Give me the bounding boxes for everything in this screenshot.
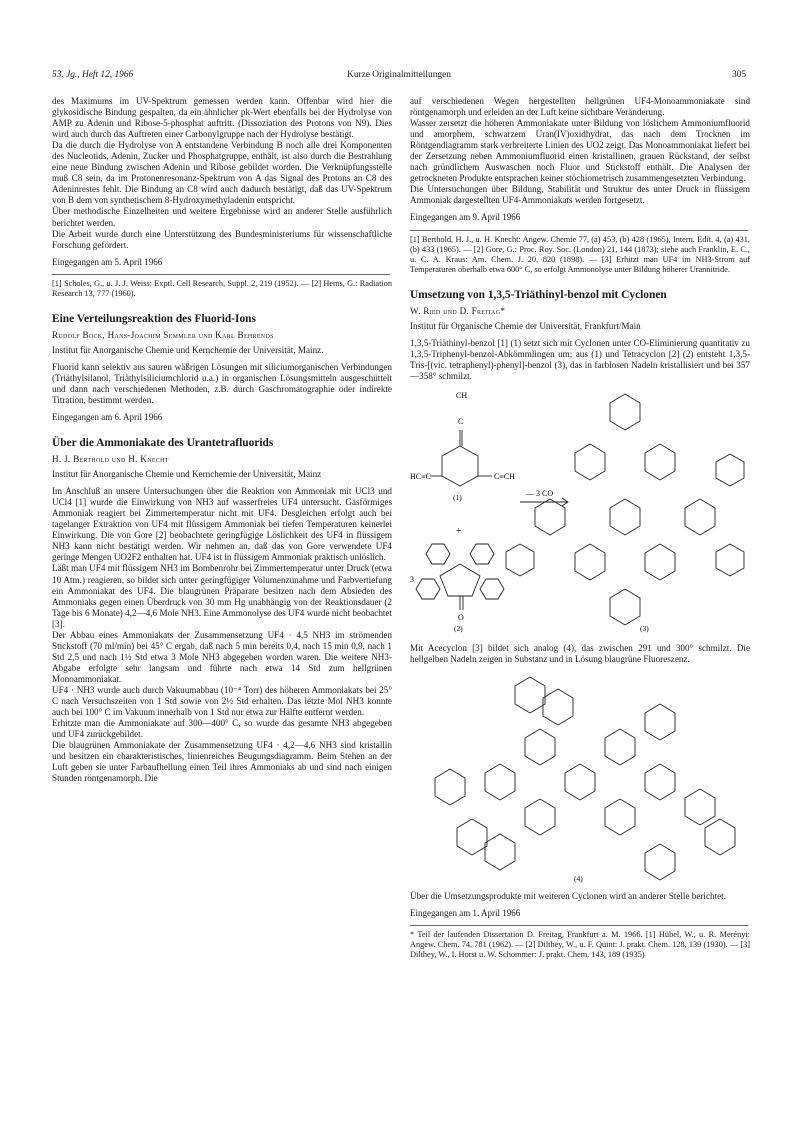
received-date: Eingegangen am 9. April 1966 <box>410 212 521 223</box>
paragraph: Im Anschluß an unsere Untersuchungen über die Reaktion von Ammoniak mit UCl3 und UCl4 [1] wurde die Einwirkung von NH3 auf wasserfreies UF4 untersucht. Gasförmiges Ammoniak reagiert bei Zimmertemperatur nicht mit UF4. Desgleichen erfolgt auch bei tagelanger Extraktion von UF4 mit flüssigem Ammoniak bei tiefen Temperaturen keinerlei Einwirkung. Die von Gore [2] beobachtete geringfügige Löslichkeit des UF4 in flüssigem NH3 kann nicht bestätigt werden. Wir nehmen an, daß das von Gore verwendete UF4 geringe Mengen UO2F2 enthalten hat. UF4 ist in flüssigem Ammoniak praktisch unlöslich. <box>52 486 392 563</box>
label-3: (3) <box>640 623 649 633</box>
paragraph: Über die Umsetzungsprodukte mit weiteren Cyclonen wird an anderer Stelle berichtet. <box>410 890 726 901</box>
right-column <box>410 96 750 960</box>
paragraph: Der Abbau eines Ammoniakats der Zusammensetzung UF4 · 4,5 NH3 im strömenden Stickstoff (70 ml/min) bei 45° C ergab, daß nach 5 min bereits 0,4, nach 15 min 0,9, nach 1 Std 2,5 und nach 1½ Std etwa 3 Mole NH3 abgegeben worden waren. Die weitere NH3-Abgabe erfolgte sehr langsam und führte nach etwa 14 Std zum hellgrünen Monoammoniakat. <box>52 629 392 684</box>
label-three: 3 <box>410 574 414 584</box>
article-institution: Institut für Organische Chemie der Universität, Frankfurt/Main <box>410 320 641 331</box>
references: * Teil der laufenden Dissertation D. Freitag, Frankfurt a. M. 1966. [1] Hübel, W., u. R. Merényi: Angew. Chem. 74, 781 (1962). — [2] Dilthey, W., u. F. Quint: J. prakt. Chem. 128, 139 (1930). — [3] Dilthey, W., I. Horst u. W. Schommer: J. prakt. Chem. 143, 189 (1935) <box>410 930 750 960</box>
divider <box>410 925 748 926</box>
label-hc: HC≡C <box>410 471 431 481</box>
divider <box>410 230 748 231</box>
compound-4-structure <box>435 677 735 880</box>
compound-4-figure <box>410 669 750 884</box>
references: [1] Berthold, H. J., u. H. Knecht: Angew. Chemie 77, (a) 453, (b) 428 (1965), Intern. Edit. 4, (a) 431, (b) 433 (1965). — [2] Gore, G.: Proc. Roy. Soc. (London) 21, 144 (1873); siehe auch Franklin, E. C., u. C. A. Kraus: Am. Chem. J. 20, 820 (1898). — [3] Erhitzt man UF4 im NH3-Strom auf Temperaturen oberhalb etwa 600° C, so erfolgt Ammonolyse unter Bildung höherer Urannitride. <box>410 234 750 274</box>
label-minus-3co: — 3 CO <box>526 488 554 498</box>
label-1: (1) <box>453 492 462 502</box>
benzene-ring-1 <box>442 446 478 486</box>
paragraph: Läßt man UF4 mit flüssigem NH3 im Bombenrohr bei Zimmertemperatur unter Druck (etwa 10 Atm.) reagieren, so bildet sich unter geringfügiger Volumenzunahme und Farbvertiefung ein Ammoniakat des UF4. Die blaugrünen Präparate besitzen nach dem Absieden des Ammoniaks gegen einen Überdruck von 30 mm Hg unabhängig von der Reaktionsdauer (2 Tage bis 6 Monate) 4,2—4,6 Mole NH3. Eine Ammonolyse des UF4 wurde nicht beobachtet [3]. <box>52 563 392 629</box>
article-institution: Institut für Anorganische Chemie und Kernchemie der Universität, Mainz. <box>52 344 324 355</box>
paragraph: Erhitzte man die Ammoniakate auf 300—400° C, so wurde das gesamte NH3 abgegeben und UF4 zurückgebildet. <box>52 718 392 740</box>
article-title: Eine Verteilungsreaktion des Fluorid-Ions <box>52 312 256 325</box>
label-ch: CH <box>456 390 468 400</box>
left-column <box>52 96 392 784</box>
references: [1] Scholes, G., u. J. J. Weiss: Exptl. Cell Research, Suppl. 2, 219 (1952). — [2] Hems, G.: Radiation Research 13, 777 (1960). <box>52 278 392 298</box>
paragraph: Die blaugrünen Ammoniakate der Zusammensetzung UF4 · 4,2—4,6 NH3 sind kristallin und besitzen ein charakteristisches, linienreiches Beugungsdiagramm. Beim Stehen an der Luft geben sie unter Farbaufhellung einen Teil ihres Ammoniaks ab und sind nach einigen Stunden röntgenamorph. Die <box>52 740 392 784</box>
article-authors: W. Ried und D. Freitag* <box>410 305 506 316</box>
product-3-structure <box>506 394 744 625</box>
paragraph: Fluorid kann selektiv aus sauren wäßrigen Lösungen mit siliciumorganischen Verbindungen (Triäthylsilanol, Triäthylsiliciumchlorid u.a.) in organischen Lösungsmitteln ausgeschüttelt und dann nach verschiedenen Methoden, z.B. durch Gaschromatographie oder indirekte Titration, bestimmt werden. <box>52 361 392 405</box>
received-date: Eingegangen am 5. April 1966 <box>52 256 163 267</box>
paragraph: Über methodische Einzelheiten und weitere Ergebnisse wird an anderer Stelle ausführlich berichtet werden. <box>52 206 392 228</box>
label-2: (2) <box>454 623 463 633</box>
received-date: Eingegangen am 1. April 1966 <box>410 908 521 919</box>
page-number: 305 <box>731 70 746 80</box>
reaction-scheme-figure <box>410 384 750 634</box>
article-authors: H. J. Berthold und H. Knecht <box>52 454 169 465</box>
paragraph: Wasser zersetzt die höheren Ammoniakate unter Bildung von löslichem Ammoniumfluorid und amorphem, schwarzem Uran(IV)oxidhydrat, das nach dem Trocknen im Röntgendiagramm stark verbreiterte Linien des UO2 zeigt. Das Monoammoniakat liefert bei der Zersetzung neben Ammoniumfluorid einen kristallinen, grauen Rückstand, der selbst nach gründlichem Auswaschen noch Fluor und Stickstoff enthält. Die Analysen der getrockneten Produkte entsprachen keiner stöchiometrisch zusammengesetzten Verbindung. <box>410 118 750 184</box>
paragraph: UF4 · NH3 wurde auch durch Vakuumabbau (10⁻⁴ Torr) des höheren Ammoniakats bei 25° C nach Versuchszeiten von 1 Std sowie von 2½ Std erhalten. Das letzte Mol NH3 konnte auch bei 100° C im Vakuum innerhalb von 1 Std nur etwa zur Hälfte entfernt werden. <box>52 684 392 718</box>
label-cch: C≡CH <box>494 471 515 481</box>
paragraph: Die Untersuchungen über Bildung, Stabilität und Struktur des unter Druck in flüssigem Ammoniak dargestellten UF4-Ammoniakats werden fortgesetzt. <box>410 184 750 206</box>
article-title: Über die Ammoniakate des Urantetrafluorids <box>52 437 274 450</box>
article-institution: Institut für Anorganische Chemie und Kernchemie der Universität, Mainz <box>52 469 322 480</box>
article-authors: Rudolf Bock, Hans-Joachim Semmler und Karl Behrends <box>52 329 274 340</box>
label-4: (4) <box>574 873 583 883</box>
paragraph: 1,3,5-Triäthinyl-benzol [1] (1) setzt sich mit Cyclonen unter CO-Eliminierung quantitativ zu 1,3,5-Triphenyl-benzol-Abkömmlingen um; aus (1) und Tetracyclon [2] (2) entsteht 1,3,5-Tris-[(vic. tetraphenyl)-phenyl]-benzol (3), das in farblosen Nadeln kristallisiert und bei 357—358° schmilzt. <box>410 337 750 381</box>
journal-issue: 53. Jg., Heft 12, 1966 <box>52 70 134 80</box>
paragraph: des Maximums im UV-Spektrum gemessen werden kann. Offenbar wird hier die glykosidische Bindung gespalten, da ein ähnlicher pk-Wert ebenfalls bei der Hydrolyse von AMP zu Adenin und Ribose-5-phosphat auftritt. (Dissoziation des Protons von N9). Dies wird auch durch das Auftreten einer Carbonylgruppe nach der Hydrolyse bestätigt. <box>52 96 392 140</box>
paragraph: Da die durch die Hydrolyse von A entstandene Verbindung B noch alle drei Komponenten des Nucleotids, Adenin, Zucker und Phosphatgruppe, enthält, ist also durch die Bestrahlung eine neue Bindung zwischen Adenin und Ribose gebildet worden. Die Verknüpfungsstelle muß C8 sein, da im Protonenresonanz-Spektrum von A das Signal des Protons an C8 des Adeninrestes fehlt. Die Bindung an C8 wird auch dadurch bestätigt, daß das UV-Spektrum von B dem von synthetischem 8-Hydroxymethyladenin entspricht. <box>52 140 392 206</box>
received-date: Eingegangen am 6. April 1966 <box>52 411 163 422</box>
section-title: Kurze Originalmitteilungen <box>347 70 451 80</box>
running-header <box>52 70 746 86</box>
article-title: Umsetzung von 1,3,5-Triäthinyl-benzol mit Cyclonen <box>410 288 667 301</box>
paragraph: Mit Acecyclon [3] bildet sich analog (4), das zwischen 291 und 300° schmilzt. Die hellgelben Nadeln zeigen in Substanz und in Lösung blaugrüne Fluoreszenz. <box>410 642 750 664</box>
label-c: C <box>458 416 464 426</box>
divider <box>52 274 390 275</box>
label-plus: + <box>456 525 462 537</box>
cyclopentadienone-ring <box>440 564 480 596</box>
paragraph: Die Arbeit wurde durch eine Unterstützung des Bundesministeriums für wissenschaftliche Forschung gefördert. <box>52 228 392 250</box>
paragraph: auf verschiedenen Wegen hergestellten hellgrünen UF4-Monoammoniakate sind röntgenamorph und erleiden an der Luft keine sichtbare Veränderung. <box>410 96 750 118</box>
label-o: O <box>458 612 464 622</box>
